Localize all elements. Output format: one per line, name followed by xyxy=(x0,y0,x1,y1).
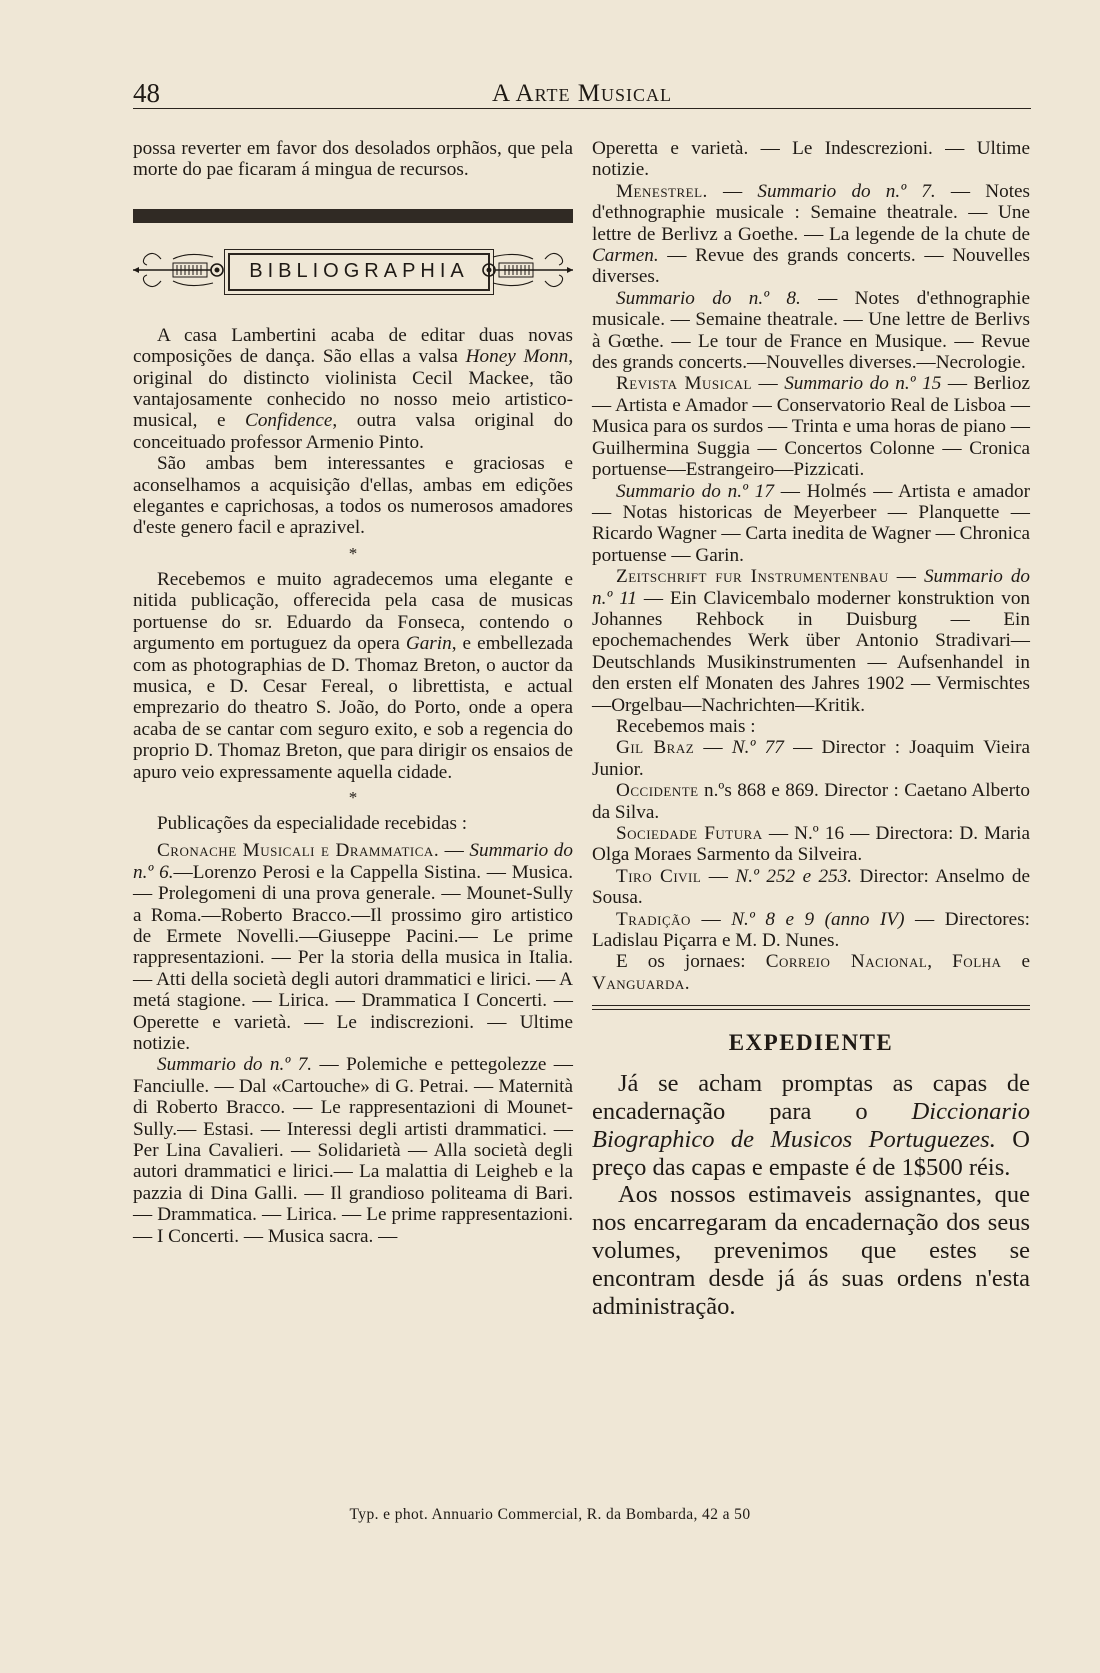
expediente-title: EXPEDIENTE xyxy=(728,1030,894,1056)
expediente-rule xyxy=(592,1009,1030,1010)
intro-paragraph: possa reverter em favor dos desolados orphãos, que pela morte do pae ficaram á mingua de recursos. xyxy=(133,138,573,181)
menestrel-entry: Menestrel. — Summario do n.º 7. — Notes d'ethnographie musicale : Semaine theatrale. — Une lettre de Berlivz a Goethe. — La legende de la chute de Carmen. — Revue des grands concerts. — Nouvelles diverses. xyxy=(592,180,1031,288)
received-more: Recebemos mais : xyxy=(616,715,756,737)
running-title: A Arte Musical xyxy=(492,80,672,107)
bibliography-heading: BIBLIOGRAPHIA xyxy=(228,253,490,291)
tradicao-entry: Tradição — N.º 8 e 9 (anno IV) — Directores: Ladislau Piçarra e M. D. Nunes. xyxy=(592,908,1031,952)
right-column xyxy=(592,138,1030,1320)
section-divider-band xyxy=(133,209,573,223)
page-number: 48 xyxy=(133,78,160,108)
expediente-paragraph-1: Já se acham promptas as capas de encadernação para o Diccionario Biographico de Musicos Portuguezes. O preço das capas e empaste é de 1$500 réis. xyxy=(592,1070,1030,1181)
cronache-entry: Cronache Musicali e Drammatica. — Summario do n.º 6.—Lorenzo Perosi e la Cappella Sistina. — Musica. — Prolegomeni di una prova generale. — Mounet-Sully a Roma.—Roberto Bracco.—Il prossimo giro artistico de Ermete Novelli.—Giuseppe Pacini.— Le prime rappresentazioni. — Per la storia della musica in Italia. — Atti della società degli autori drammatici e lirici. — A metá stagione. — Lirica. — Drammatica I Concerti. — Operette e varietà. — Le indiscrezioni. — Ultime notizie. xyxy=(133,840,573,1054)
operetta-continuation: Operetta e varietà. — Le Indescrezioni. — Ultime notizie. xyxy=(592,138,1030,181)
garin-paragraph: Recebemos e muito agradecemos uma elegante e nitida publicação, offerecida pela casa de musicas portuense do sr. Eduardo da Fonseca, contendo o argumento em portuguez da opera Garin, e embellezada com as photographias de D. Thomaz Breton, o auctor da musica, e D. Cesar Fereal, o librettista, e actual emprezario do theatro S. João, do Porto, onde a opera acaba de se cantar com seguro exito, e sob a regencia do proprio D. Thomaz Breton, que para dirigir os ensaios de apuro veio expressamente aquella cidade. xyxy=(133,568,573,783)
expediente-section xyxy=(592,1005,1030,1320)
recommendation-paragraph: São ambas bem interessantes e graciosas e aconselhamos a acquisição d'ellas, ambas em edições elegantes e caprichosas, a todos os numerosos amadores d'este genero facil e aprazivel. xyxy=(133,453,573,539)
occidente-entry: Occidente n.ºs 868 e 869. Director : Caetano Alberto da Silva. xyxy=(592,780,1030,823)
lambertini-paragraph: A casa Lambertini acaba de editar duas novas composições de dança. São ellas a valsa Honey Monn, original do distincto violinista Cecil Mackee, tão vantajosamente conhecido no nosso meio artistico-musical, e Confidence, outra valsa original do conceituado professor Armenio Pinto. xyxy=(133,324,574,453)
expediente-rule xyxy=(592,1005,1030,1006)
newspapers-entry: E os jornaes: Correio Nacional, Folha e Vanguarda. xyxy=(592,951,1030,994)
page-header xyxy=(133,74,1031,114)
left-column xyxy=(133,138,573,1247)
gil-braz-entry: Gil Braz — N.º 77 — Director : Joaquim Vieira Junior. xyxy=(592,737,1031,780)
menestrel-summary-8: Summario do n.º 8. — Notes d'ethnographie musicale. — Semaine theatrale. — Une lettre de Berlivs à Gœthe. — Le tour de France en Musique. — Revue des grands concerts.—Nouvelles diverses.—Necrologie. xyxy=(592,287,1030,374)
printer-footer: Typ. e phot. Annuario Commercial, R. da Bombarda, 42 a 50 xyxy=(349,1506,751,1523)
publications-intro: Publicações da especialidade recebidas : xyxy=(157,812,468,834)
revista-summary-17: Summario do n.º 17 — Holmés — Artista e amador — Notas historicas de Meyerbeer — Planquette — Ricardo Wagner — Carta inedita de Wagner — Chronica portuense — Garin. xyxy=(592,480,1031,566)
bibliography-banner xyxy=(133,245,573,295)
sociedade-futura-entry: Sociedade Futura — N.º 16 — Directora: D. Maria Olga Moraes Sarmento da Silveira. xyxy=(592,823,1030,866)
asterism-divider: * xyxy=(348,787,358,807)
asterism-divider: * xyxy=(348,543,358,563)
right-scroll-ornament-icon xyxy=(478,245,573,295)
tiro-civil-entry: Tiro Civil — N.º 252 e 253. Director: Anselmo de Sousa. xyxy=(592,865,1030,909)
left-scroll-ornament-icon xyxy=(133,245,228,295)
header-rule xyxy=(133,108,1031,109)
expediente-paragraph-2: Aos nossos estimaveis assignantes, que nos encarregaram da encadernação dos seus volumes, prevenimos que estes se encontram desde já ás suas ordens n'esta administração. xyxy=(592,1181,1030,1320)
revista-musical-entry: Revista Musical — Summario do n.º 15 — Berlioz — Artista e Amador — Conservatorio Real de Lisboa — Musica para os surdos — Trinta e uma horas de piano — Guilhermina Suggia — Concertos Colonne — Cronica portuense—Estrangeiro—Pizzicati. xyxy=(592,373,1031,481)
zeitschrift-entry: Zeitschrift fur Instrumentenbau — Summario do n.º 11 — Ein Clavicembalo moderner konstruktion von Johannes Rehbock in Duisburg — Ein epochemachendes Werk über Antonio Stradivari—Deutschlands Musikinstrumenten — Aufsenhandel in den ersten elf Monaten des Jahres 1902 — Vermischtes—Orgelbau—Nachrichten—Kritik. xyxy=(592,566,1031,716)
cronache-summary-7: Summario do n.º 7. — Polemiche e pettegolezze — Fanciulle. — Dal «Cartouche» di G. Petrai. — Maternità di Roberto Bracco. — Le rappresentazioni di Mounet-Sully.— Estasi. — Interessi degli artisti drammatici. — Per Lina Cavalieri. — Solidarietà — Alla società degli autori drammatici e lirici.— La malattia di Leigheb e la pazzia di Dina Galli. — Il grandioso politeama di Bari. — Drammatica. — Lirica. — Le prime rappresentazioni. — I Concerti. — Musica sacra. — xyxy=(133,1054,573,1247)
